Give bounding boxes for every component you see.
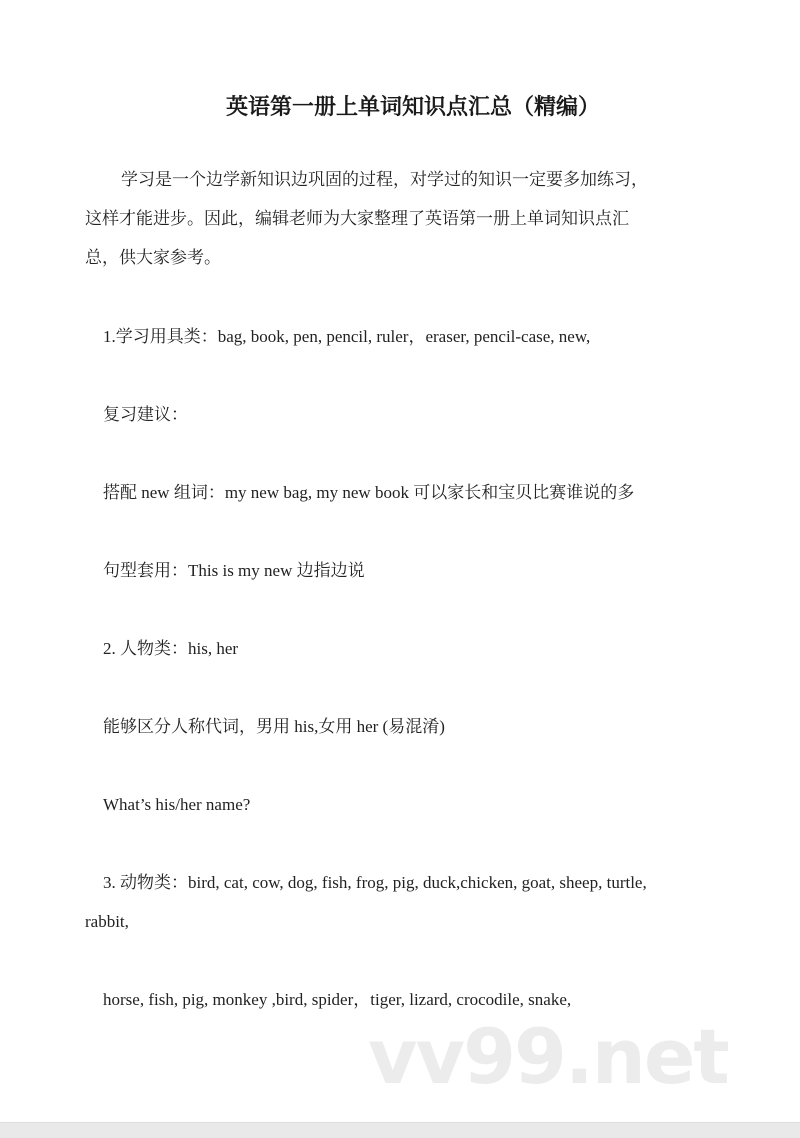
intro-line: 学习是一个边学新知识边巩固的过程，对学过的知识一定要多加练习， [121, 170, 648, 189]
review-tip-sentence: 句型套用：This is my new 边指边说 [103, 561, 365, 580]
pronoun-note: 能够区分人称代词，男用 his,女用 her (易混淆) [103, 717, 445, 736]
list-item-people: 2. 人物类：his, her [103, 639, 239, 658]
page-bottom-edge [0, 1122, 800, 1138]
example-question: What’s his/her name? [103, 795, 251, 814]
review-tip-heading: 复习建议： [103, 405, 188, 424]
list-item-animals-more: horse, fish, pig, monkey ,bird, spider，tiger, lizard, crocodile, snake, [103, 990, 572, 1009]
review-tip-collocation: 搭配 new 组词：my new bag, my new book 可以家长和宝贝比赛谁说的多 [103, 483, 635, 502]
intro-line: 这样才能进步。因此，编辑老师为大家整理了英语第一册上单词知识点汇 [85, 209, 629, 228]
document-title: 英语第一册上单词知识点汇总（精编） [225, 95, 600, 120]
list-item-animals-cont: rabbit, [85, 912, 129, 931]
list-item-stationery: 1.学习用具类：bag, book, pen, pencil, ruler，eraser, pencil-case, new, [103, 327, 591, 346]
intro-line: 总，供大家参考。 [85, 248, 221, 267]
list-item-animals: 3. 动物类：bird, cat, cow, dog, fish, frog, pig, duck,chicken, goat, sheep, turtle, [103, 873, 647, 892]
watermark: vv99.net [368, 1012, 728, 1101]
